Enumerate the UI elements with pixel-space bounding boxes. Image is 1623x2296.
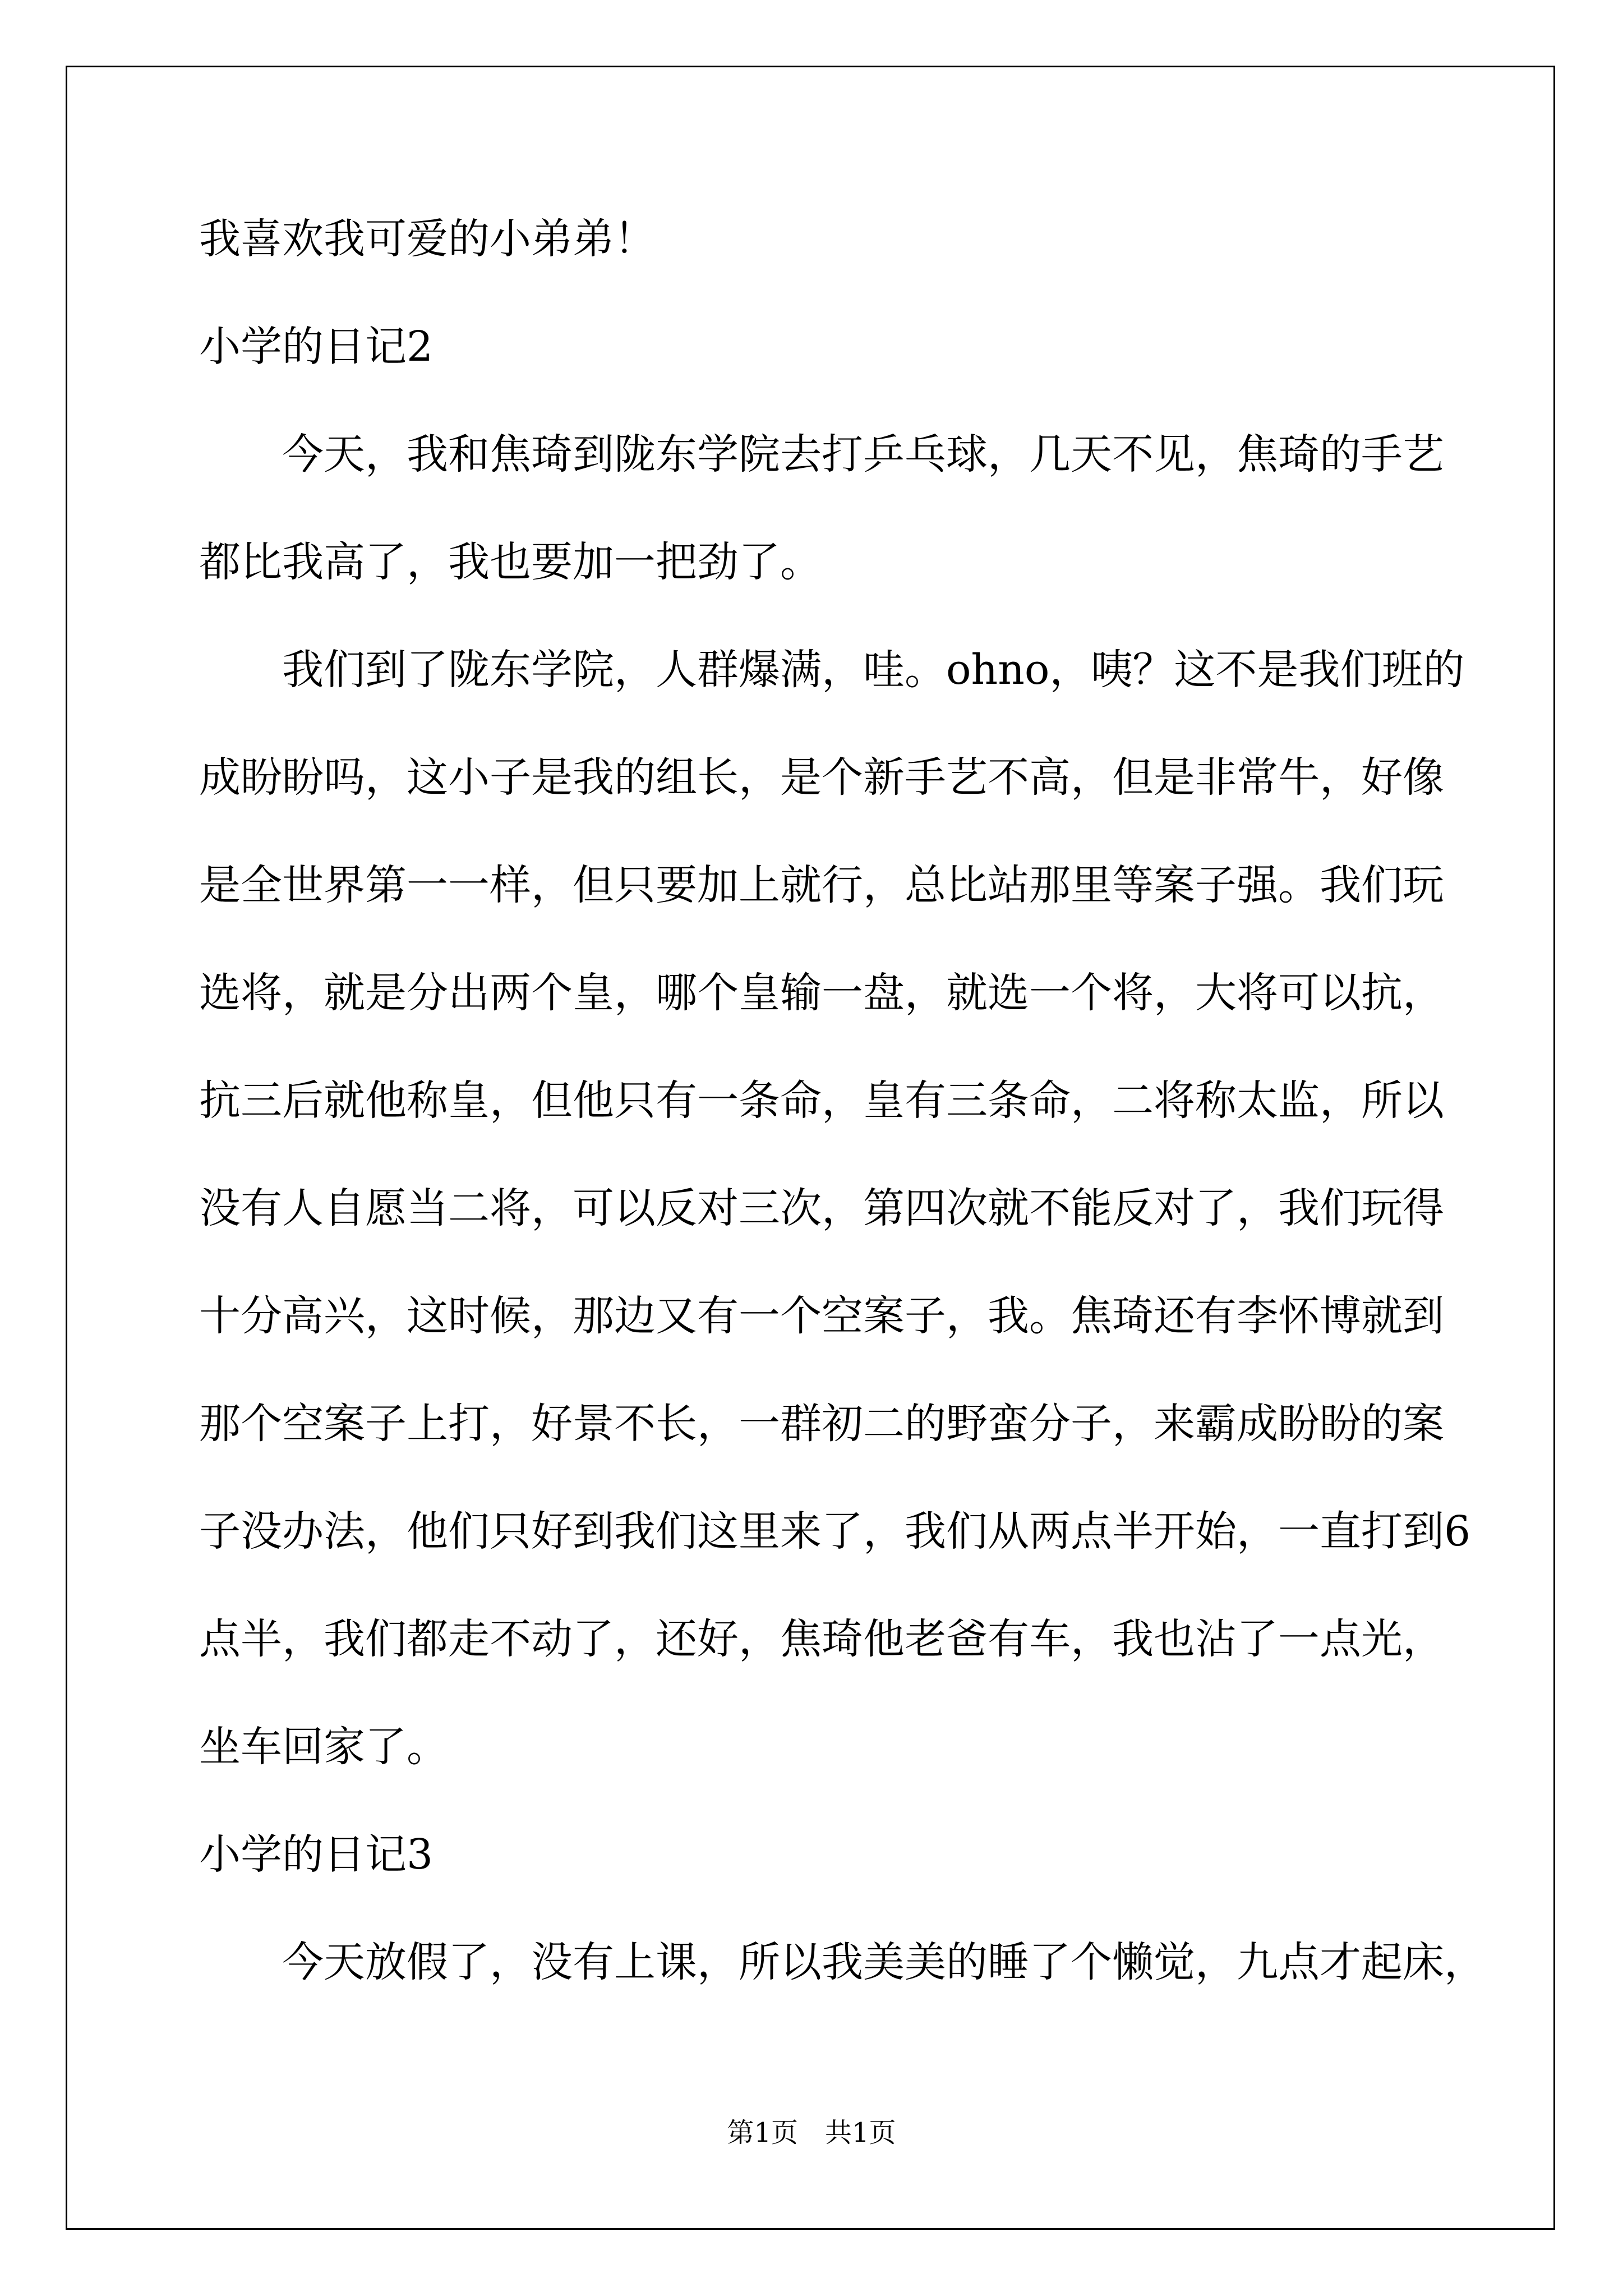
text-line: 都比我高了，我也要加一把劲了。 [199,538,822,586]
page-number-label: 第1页 共1页 [727,2117,896,2148]
text-line: 子没办法，他们只好到我们这里来了，我们从两点半开始，一直打到6 [199,1507,1471,1556]
text-line: 点半，我们都走不动了，还好，焦琦他老爸有车，我也沾了一点光， [199,1615,1444,1663]
text-line: 今天放假了，没有上课，所以我美美的睡了个懒觉，九点才起床， [282,1938,1486,1986]
text-line: 抗三后就他称皇，但他只有一条命，皇有三条命，二将称太监，所以 [199,1076,1444,1125]
text-line: 成盼盼吗，这小子是我的组长，是个新手艺不高，但是非常牛，好像 [199,753,1444,802]
page-footer [0,2111,1623,2150]
text-line: 那个空案子上打，好景不长，一群初二的野蛮分子，来霸成盼盼的案 [199,1400,1444,1448]
text-line: 十分高兴，这时候，那边又有一个空案子，我。焦琦还有李怀博就到 [199,1292,1444,1340]
section-heading: 小学的日记2 [199,323,434,371]
text-line: 今天，我和焦琦到陇东学院去打乒乓球，几天不见，焦琦的手艺 [282,430,1444,478]
text-line: 我们到了陇东学院，人群爆满，哇。ohno，咦？这不是我们班的 [282,646,1465,694]
section-heading: 小学的日记3 [199,1830,434,1879]
text-line: 是全世界第一一样，但只要加上就行，总比站那里等案子强。我们玩 [199,861,1444,909]
text-line: 我喜欢我可爱的小弟弟！ [199,215,656,263]
document-body [199,185,1486,2016]
text-line: 选将，就是分出两个皇，哪个皇输一盘，就选一个将，大将可以抗， [199,969,1444,1017]
text-line: 坐车回家了。 [199,1723,448,1771]
text-line: 没有人自愿当二将，可以反对三次，第四次就不能反对了，我们玩得 [199,1184,1444,1232]
